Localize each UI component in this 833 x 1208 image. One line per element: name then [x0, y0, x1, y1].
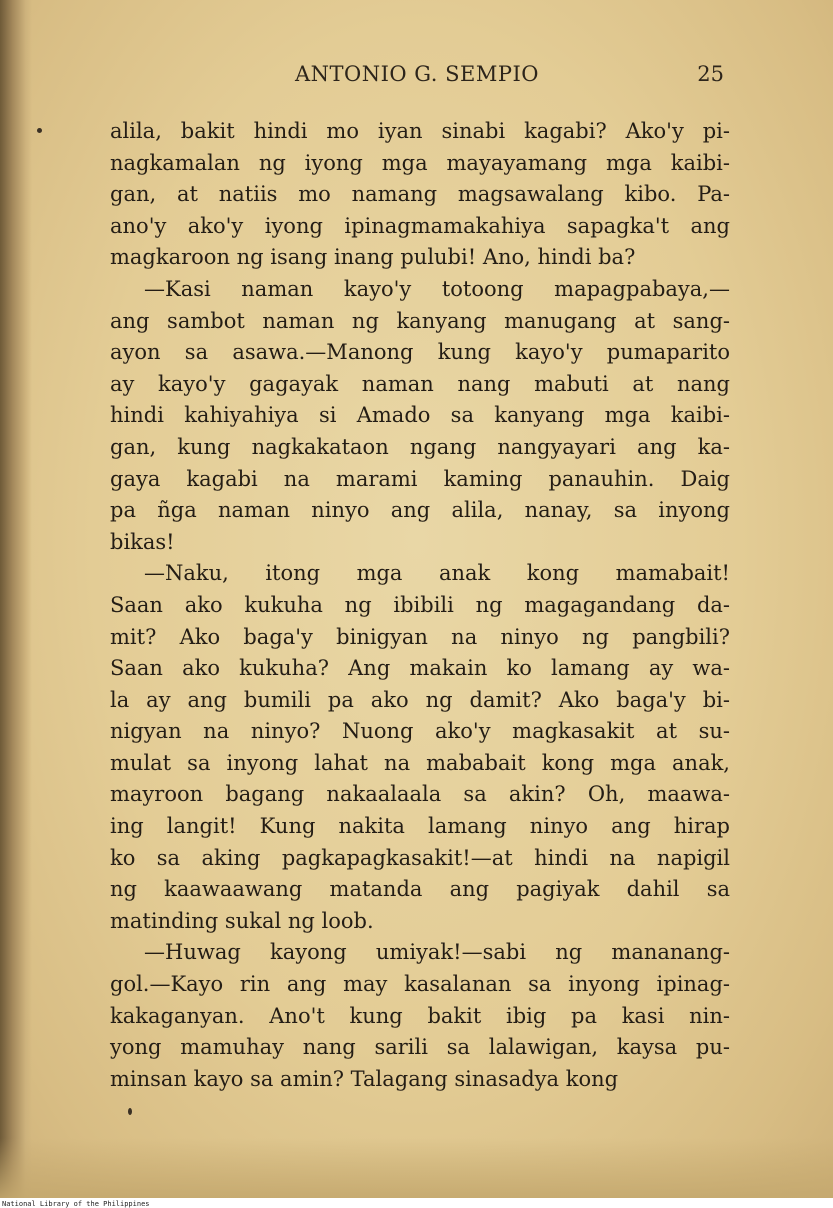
- text-line: Saan ako kukuha? Ang makain ko lamang ay wa-: [110, 656, 730, 681]
- paragraph: [110, 274, 730, 558]
- text-line: gaya kagabi na marami kaming panauhin. Daig: [110, 466, 730, 491]
- page-number: 25: [697, 62, 724, 86]
- text-line: mulat sa inyong lahat na mababait kong mga anak,: [110, 750, 730, 775]
- text-line: magkaroon ng isang inang pulubi! Ano, hindi ba?: [110, 245, 636, 270]
- text-line: la ay ang bumili pa ako ng damit? Ako baga'y bi-: [110, 687, 730, 712]
- page-bottom-shade: [0, 1138, 833, 1198]
- running-title: ANTONIO G. SEMPIO: [294, 62, 540, 86]
- page-binding-edge: [0, 0, 32, 1198]
- text-line: —Huwag kayong umiyak!—sabi ng mananang-: [144, 940, 730, 965]
- text-line: gan, kung nagkakataon ngang nangyayari ang ka-: [110, 434, 730, 459]
- text-line: pa ñga naman ninyo ang alila, nanay, sa inyong: [110, 498, 730, 523]
- library-credit: National Library of the Philippines: [2, 1200, 150, 1208]
- running-head: [110, 62, 724, 92]
- text-line: ng kaawaawang matanda ang pagiyak dahil sa: [110, 877, 730, 902]
- text-line: gan, at natiis mo namang magsawalang kibo. Pa-: [110, 182, 730, 207]
- paragraph: [110, 937, 730, 1095]
- text-line: ano'y ako'y iyong ipinagmamakahiya sapagka't ang: [110, 213, 730, 238]
- margin-speck: [37, 128, 42, 133]
- text-line: Saan ako kukuha ng ibibili ng magagandang da-: [110, 592, 730, 617]
- text-line: hindi kahiyahiya si Amado sa kanyang mga kaibi-: [110, 403, 730, 428]
- text-line: ing langit! Kung nakita lamang ninyo ang hirap: [110, 814, 730, 839]
- paragraph: [110, 558, 730, 937]
- text-line: —Kasi naman kayo'y totoong mapagpabaya,—: [144, 276, 730, 301]
- text-line: nigyan na ninyo? Nuong ako'y magkasakit at su-: [110, 719, 730, 744]
- text-line: ay kayo'y gagayak naman nang mabuti at nang: [110, 371, 730, 396]
- body-text: [110, 116, 730, 1095]
- text-line: alila, bakit hindi mo iyan sinabi kagabi? Ako'y pi-: [110, 119, 730, 143]
- text-line: mit? Ako baga'y binigyan na ninyo ng pangbili?: [110, 624, 730, 649]
- text-line: yong mamuhay nang sarili sa lalawigan, kaysa pu-: [110, 1035, 730, 1060]
- text-line: ang sambot naman ng kanyang manugang at sang-: [110, 308, 730, 333]
- text-line: matinding sukal ng loob.: [110, 908, 374, 933]
- text-line: kakaganyan. Ano't kung bakit ibig pa kasi nin-: [110, 1003, 730, 1028]
- paragraph: [110, 116, 730, 274]
- margin-speck: [128, 1108, 132, 1115]
- text-line: ayon sa asawa.—Manong kung kayo'y pumaparito: [110, 340, 730, 365]
- text-line: nagkamalan ng iyong mga mayayamang mga kaibi-: [110, 150, 730, 175]
- text-line: bikas!: [110, 529, 175, 554]
- text-line: minsan kayo sa amin? Talagang sinasadya kong: [110, 1066, 619, 1091]
- text-line: —Naku, itong mga anak kong mamabait!: [144, 561, 730, 586]
- text-line: ko sa aking pagkapagkasakit!—at hindi na napigil: [110, 845, 730, 870]
- text-line: mayroon bagang nakaalaala sa akin? Oh, maawa-: [110, 782, 730, 807]
- text-line: gol.—Kayo rin ang may kasalanan sa inyong ipinag-: [110, 972, 730, 997]
